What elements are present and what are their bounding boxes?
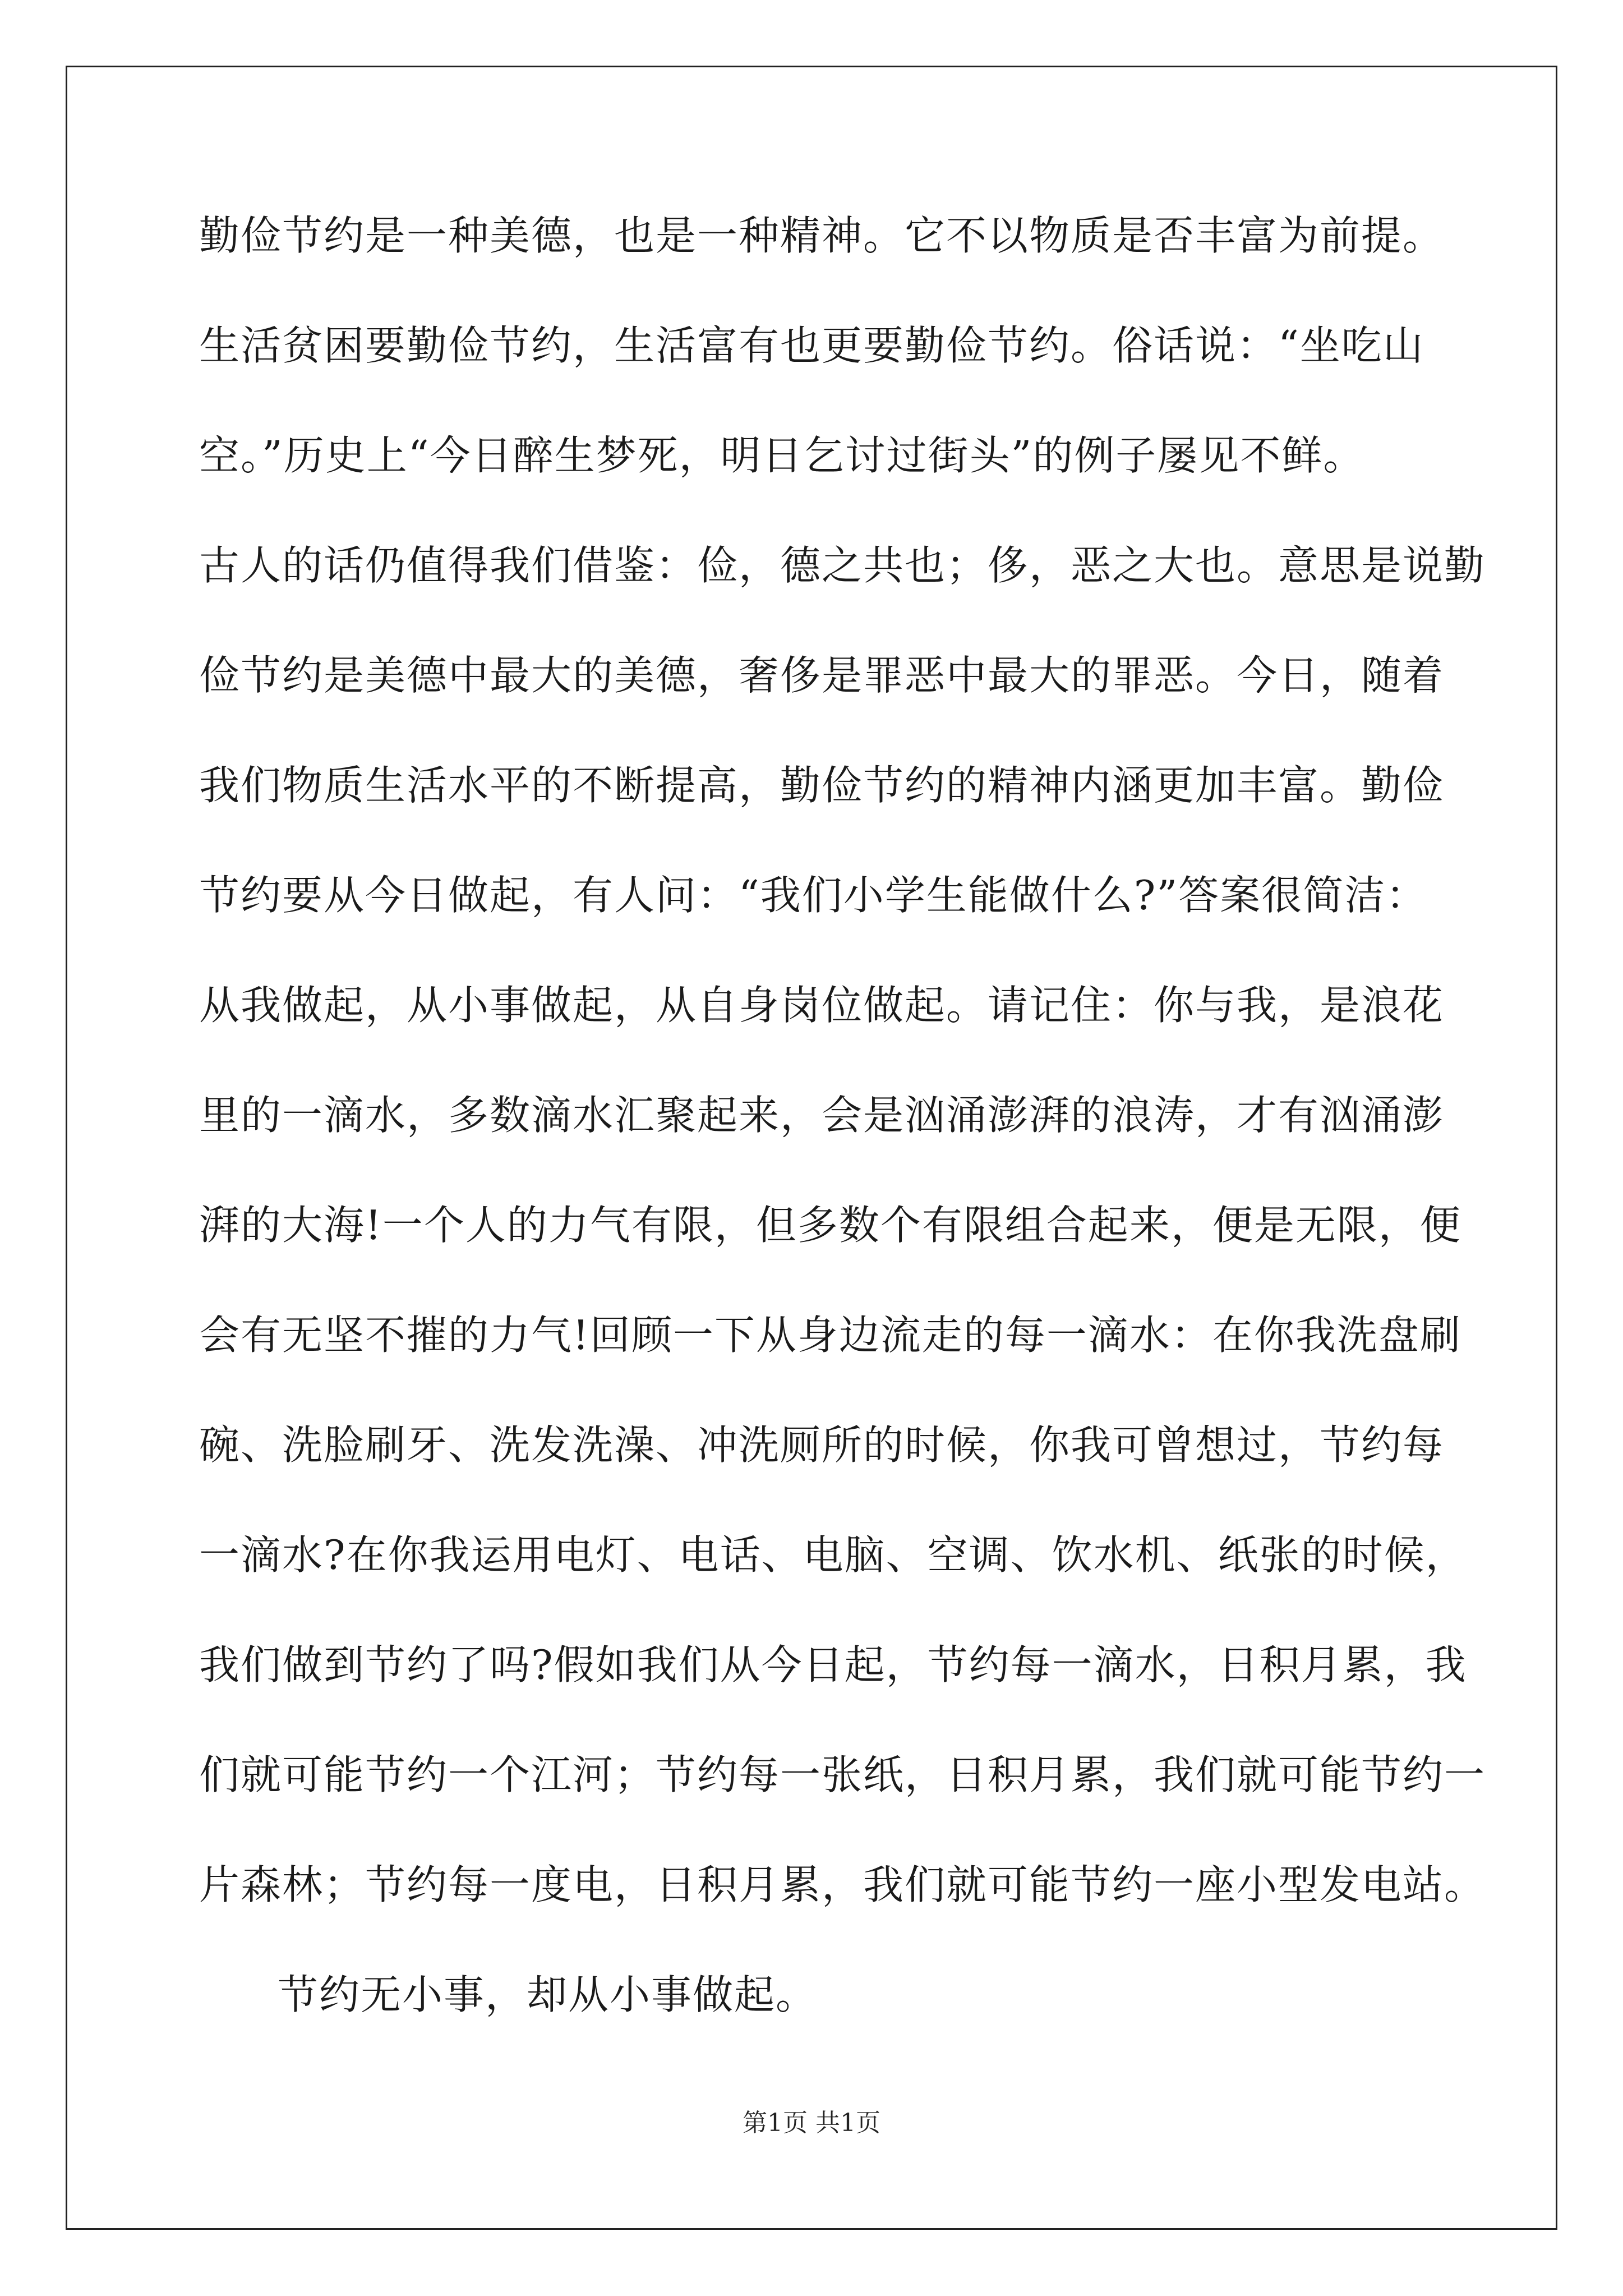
paragraph-line: 生活贫困要勤俭节约，生活富有也更要勤俭节约。俗话说：“坐吃山 (199, 322, 1424, 369)
page-number-footer: 第1页 共1页 (743, 2109, 880, 2137)
paragraph-line: 节约要从今日做起，有人问：“我们小学生能做什么?”答案很简洁： (199, 872, 1428, 919)
paragraph-line: 我们物质生活水平的不断提高，勤俭节约的精神内涵更加丰富。勤俭 (199, 762, 1445, 809)
paragraph-line: 空。”历史上“今日醉生梦死，明日乞讨过街头”的例子屡见不鲜。 (199, 432, 1365, 479)
paragraph-line: 古人的话仍值得我们借鉴：俭，德之共也；侈，恶之大也。意思是说勤 (199, 542, 1486, 589)
paragraph-line: 碗、洗脸刷牙、洗发洗澡、冲洗厕所的时候，你我可曾想过，节约每 (199, 1421, 1445, 1469)
paragraph-line: 里的一滴水，多数滴水汇聚起来，会是汹涌澎湃的浪涛，才有汹涌澎 (199, 1092, 1445, 1139)
paragraph-line: 俭节约是美德中最大的美德，奢侈是罪恶中最大的罪恶。今日，随着 (199, 652, 1445, 699)
closing-line: 节约无小事，却从小事做起。 (278, 1971, 818, 2018)
paragraph-line: 从我做起，从小事做起，从自身岗位做起。请记住：你与我，是浪花 (199, 982, 1445, 1029)
paragraph-line: 勤俭节约是一种美德，也是一种精神。它不以物质是否丰富为前提。 (199, 212, 1445, 259)
paragraph-line: 片森林；节约每一度电，日积月累，我们就可能节约一座小型发电站。 (199, 1861, 1486, 1908)
paragraph-line: 湃的大海!一个人的力气有限，但多数个有限组合起来，便是无限，便 (199, 1202, 1461, 1249)
paragraph-line: 我们做到节约了吗?假如我们从今日起，节约每一滴水，日积月累，我 (199, 1641, 1467, 1688)
paragraph-line: 一滴水?在你我运用电灯、电话、电脑、空调、饮水机、纸张的时候， (199, 1531, 1467, 1579)
body-text (199, 208, 1486, 2077)
paragraph-line: 们就可能节约一个江河；节约每一张纸，日积月累，我们就可能节约一 (199, 1751, 1486, 1798)
paragraph-line: 会有无坚不摧的力气!回顾一下从身边流走的每一滴水：在你我洗盘刷 (199, 1312, 1461, 1359)
